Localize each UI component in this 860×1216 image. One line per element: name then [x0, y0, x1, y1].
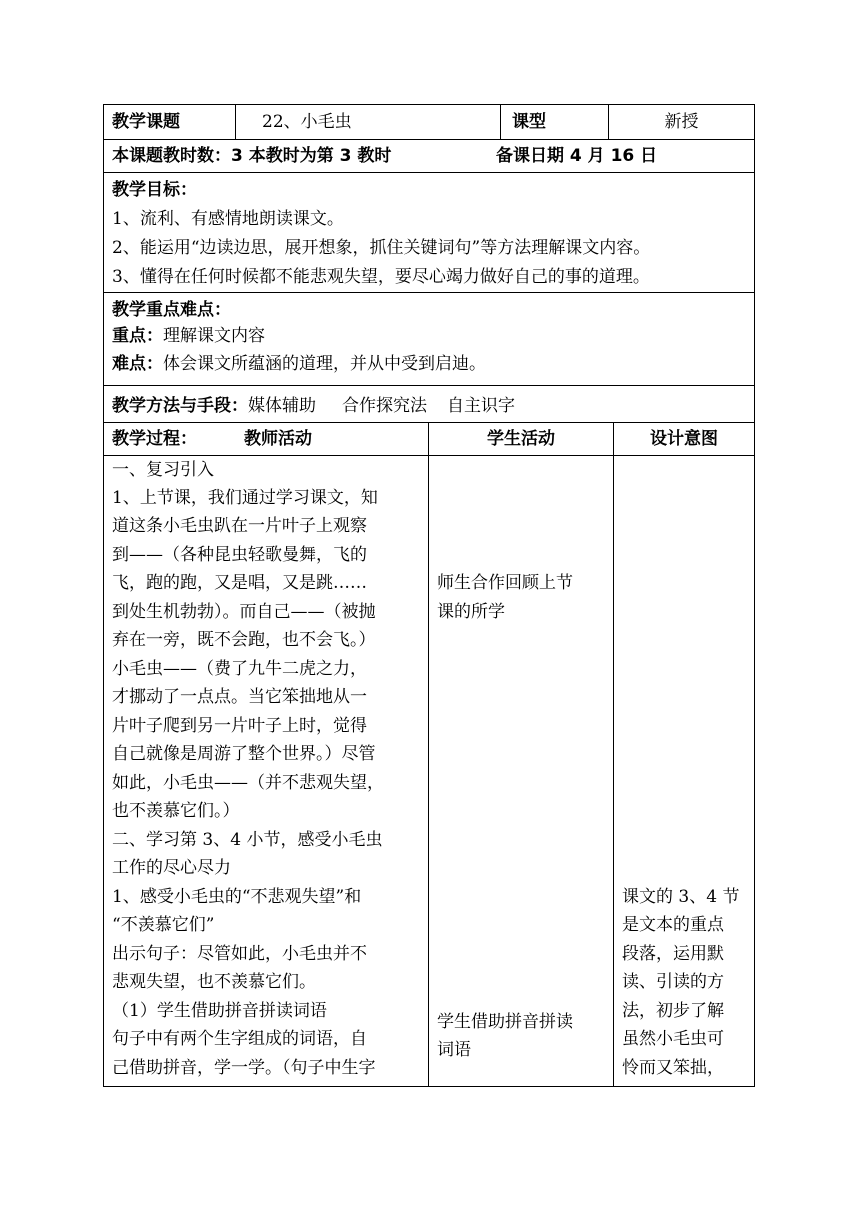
row-divider — [103, 292, 755, 293]
teacher-line: 小毛虫——（费了九牛二虎之力， — [112, 659, 367, 679]
focus-label: 重点： — [112, 326, 163, 346]
teacher-line: 一、复习引入 — [112, 460, 214, 480]
teacher-line: 也不羡慕它们。） — [112, 801, 240, 821]
teacher-line: 弃在一旁，既不会跑，也不会飞。） — [112, 630, 376, 650]
row-divider — [103, 172, 755, 173]
difficulty-line — [112, 351, 486, 377]
teacher-line: 工作的尽心尽力 — [112, 858, 231, 878]
col-intent-header: 设计意图 — [650, 429, 718, 449]
type-value: 新授 — [664, 112, 699, 132]
topic-value: 22、小毛虫 — [262, 112, 352, 132]
teacher-line: 出示句子：尽管如此，小毛虫并不 — [112, 944, 367, 964]
hours-text: 本课题教时数：3 本教时为第 3 教时 — [112, 146, 392, 166]
teacher-line: “不羡慕它们” — [112, 915, 215, 935]
teacher-line: 悲观失望，也不羡慕它们。 — [112, 972, 316, 992]
student-activity-2: 学生借助拼音拼读 — [437, 1012, 573, 1032]
student-activity-1: 师生合作回顾上节 — [437, 573, 573, 593]
col-divider — [428, 422, 429, 1087]
intent-line: 读、引读的方 — [622, 972, 724, 992]
intent-line: 怜而又笨拙， — [622, 1058, 724, 1078]
teacher-line: 到处生机勃勃）。而自己——（被抛 — [112, 602, 376, 622]
process-label: 教学过程： — [112, 429, 197, 449]
teacher-line: 己借助拼音，学一学。（句子中生字 — [112, 1058, 376, 1078]
difficulty-text: 体会课文所蕴涵的道理，并从中受到启迪。 — [163, 354, 486, 374]
teacher-line: （1）学生借助拼音拼读词语 — [112, 1001, 327, 1021]
teacher-line: 自己就像是周游了整个世界。）尽管 — [112, 744, 376, 764]
method-item: 自主识字 — [447, 396, 515, 416]
teacher-line: 道这条小毛虫趴在一片叶子上观察 — [112, 516, 367, 536]
col-divider — [235, 104, 236, 140]
teacher-line: 句子中有两个生字组成的词语，自 — [112, 1029, 367, 1049]
difficulty-label: 难点： — [112, 354, 163, 374]
teacher-line: 如此，小毛虫——（并不悲观失望， — [112, 773, 384, 793]
method-item: 媒体辅助 — [248, 396, 316, 416]
intent-line: 课文的 3、4 节 — [622, 887, 740, 907]
student-activity-1: 课的所学 — [437, 602, 505, 622]
teacher-line: 1、感受小毛虫的“不悲观失望”和 — [112, 887, 362, 907]
methods-label: 教学方法与手段： — [112, 396, 248, 416]
row-divider — [103, 385, 755, 386]
goal-item: 1、流利、有感情地朗读课文。 — [112, 209, 344, 229]
col-divider — [500, 104, 501, 140]
methods-line — [112, 393, 515, 419]
intent-line: 法，初步了解 — [622, 1001, 724, 1021]
teacher-line: 飞，跑的跑，又是唱，又是跳…… — [112, 573, 367, 593]
intent-line: 段落，运用默 — [622, 944, 724, 964]
table-border-bottom — [103, 1086, 755, 1087]
goal-item: 3、懂得在任何时候都不能悲观失望，要尽心竭力做好自己的事的道理。 — [112, 267, 650, 287]
teacher-line: 到——（各种昆虫轻歌曼舞，飞的 — [112, 545, 367, 565]
teacher-line: 1、上节课，我们通过学习课文，知 — [112, 488, 378, 508]
method-item: 合作探究法 — [342, 396, 427, 416]
goal-item: 2、能运用“边读边思，展开想象，抓住关键词句”等方法理解课文内容。 — [112, 238, 651, 258]
intent-line: 是文本的重点 — [622, 915, 724, 935]
row-divider — [103, 139, 755, 140]
row-divider — [103, 455, 755, 456]
goals-title: 教学目标： — [112, 180, 197, 200]
teacher-line: 才挪动了一点点。当它笨拙地从一 — [112, 687, 367, 707]
row-divider — [103, 422, 755, 423]
prep-date: 备课日期 4 月 16 日 — [496, 146, 658, 166]
teacher-line: 二、学习第 3、4 小节，感受小毛虫 — [112, 830, 383, 850]
type-label: 课型 — [512, 112, 546, 132]
key-points-title: 教学重点难点： — [112, 300, 231, 320]
student-activity-2: 词语 — [437, 1040, 471, 1060]
intent-line: 虽然小毛虫可 — [622, 1029, 724, 1049]
focus-text: 理解课文内容 — [163, 326, 265, 346]
focus-line — [112, 323, 265, 349]
table-border-right — [754, 104, 755, 1087]
col-student-header: 学生活动 — [487, 429, 555, 449]
table-border-top — [103, 104, 755, 105]
topic-label: 教学课题 — [112, 112, 180, 132]
teacher-line: 片叶子爬到另一片叶子上时，觉得 — [112, 716, 367, 736]
col-divider — [613, 422, 614, 1087]
col-teacher-header: 教师活动 — [244, 429, 312, 449]
table-border-left — [103, 104, 104, 1087]
